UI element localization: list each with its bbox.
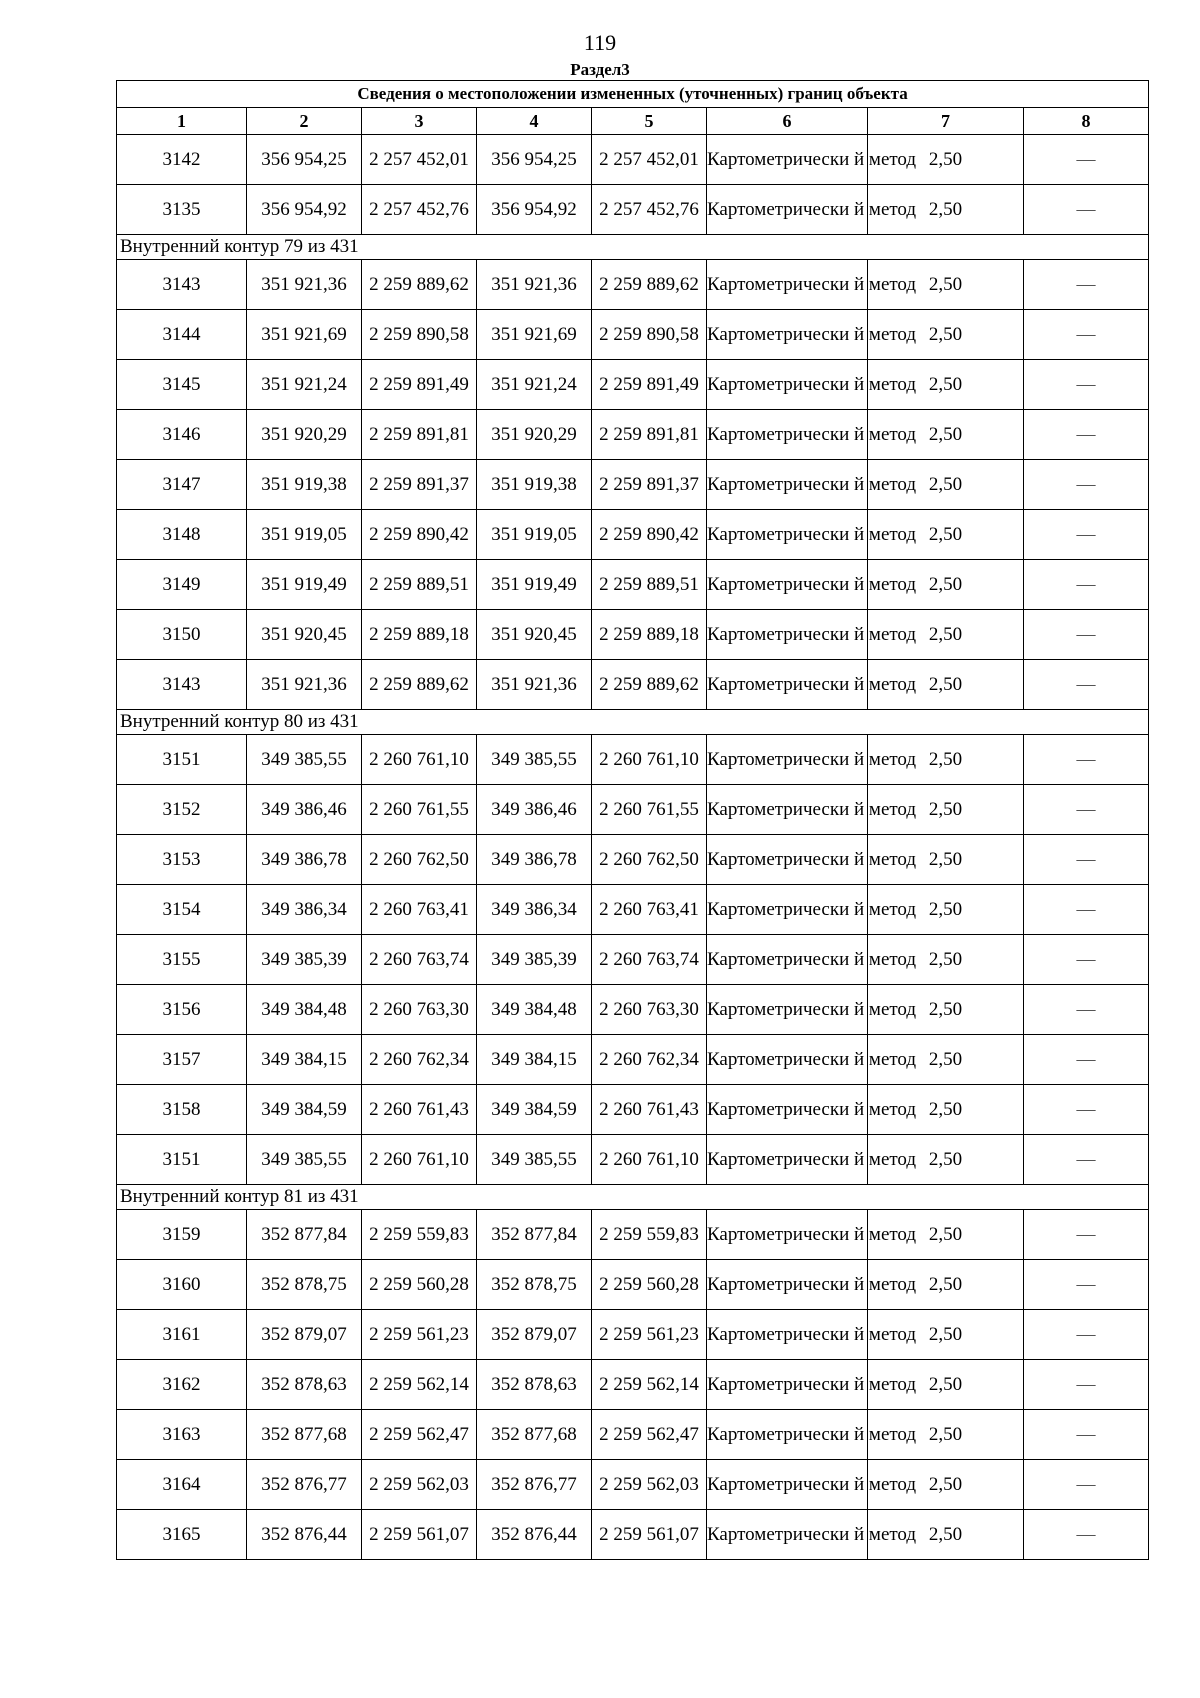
method-cell: Картометрически й метод (707, 1260, 868, 1310)
y-coordinate-cell: 2 260 763,41 (592, 885, 707, 935)
description-cell: — (1024, 1135, 1149, 1185)
description-cell: — (1024, 185, 1149, 235)
table-row (117, 1510, 1149, 1560)
point-number-cell: 3143 (117, 260, 247, 310)
table-row (117, 885, 1149, 935)
table-body (117, 135, 1149, 1560)
x-coordinate-cell: 352 876,77 (247, 1460, 362, 1510)
y-coordinate-cell: 2 260 761,10 (362, 1135, 477, 1185)
y-coordinate-cell: 2 257 452,76 (362, 185, 477, 235)
x-coordinate-cell: 352 878,63 (477, 1360, 592, 1410)
y-coordinate-cell: 2 259 560,28 (592, 1260, 707, 1310)
contour-header-row (117, 710, 1149, 735)
method-cell: Картометрически й метод (707, 935, 868, 985)
table-row (117, 985, 1149, 1035)
method-cell: Картометрически й метод (707, 560, 868, 610)
table-row (117, 1310, 1149, 1360)
y-coordinate-cell: 2 259 889,18 (592, 610, 707, 660)
accuracy-cell: 2,50 (868, 360, 1024, 410)
table-row (117, 610, 1149, 660)
accuracy-cell: 2,50 (868, 260, 1024, 310)
method-cell: Картометрически й метод (707, 835, 868, 885)
column-header: 7 (868, 108, 1024, 135)
description-cell: — (1024, 1360, 1149, 1410)
description-cell: — (1024, 1510, 1149, 1560)
table-row (117, 1135, 1149, 1185)
x-coordinate-cell: 352 879,07 (247, 1310, 362, 1360)
y-coordinate-cell: 2 259 561,23 (592, 1310, 707, 1360)
y-coordinate-cell: 2 257 452,01 (592, 135, 707, 185)
x-coordinate-cell: 349 385,55 (247, 1135, 362, 1185)
x-coordinate-cell: 352 878,75 (247, 1260, 362, 1310)
x-coordinate-cell: 349 385,39 (477, 935, 592, 985)
column-number-row (117, 108, 1149, 135)
y-coordinate-cell: 2 259 889,62 (362, 660, 477, 710)
y-coordinate-cell: 2 259 561,07 (362, 1510, 477, 1560)
description-cell: — (1024, 610, 1149, 660)
accuracy-cell: 2,50 (868, 310, 1024, 360)
y-coordinate-cell: 2 259 559,83 (362, 1210, 477, 1260)
accuracy-cell: 2,50 (868, 885, 1024, 935)
page-number: 119 (583, 30, 617, 55)
y-coordinate-cell: 2 259 562,03 (362, 1460, 477, 1510)
description-cell: — (1024, 885, 1149, 935)
point-number-cell: 3147 (117, 460, 247, 510)
x-coordinate-cell: 349 386,46 (477, 785, 592, 835)
table-row (117, 360, 1149, 410)
column-header: 5 (592, 108, 707, 135)
point-number-cell: 3157 (117, 1035, 247, 1085)
method-cell: Картометрически й метод (707, 1135, 868, 1185)
accuracy-cell: 2,50 (868, 135, 1024, 185)
point-number-cell: 3164 (117, 1460, 247, 1510)
y-coordinate-cell: 2 260 761,55 (362, 785, 477, 835)
description-cell: — (1024, 1260, 1149, 1310)
point-number-cell: 3163 (117, 1410, 247, 1460)
x-coordinate-cell: 351 919,49 (477, 560, 592, 610)
method-cell: Картометрически й метод (707, 1360, 868, 1410)
method-cell: Картометрически й метод (707, 735, 868, 785)
x-coordinate-cell: 351 920,29 (247, 410, 362, 460)
description-cell: — (1024, 1085, 1149, 1135)
column-header: 1 (117, 108, 247, 135)
table-row (117, 310, 1149, 360)
column-header: 8 (1024, 108, 1149, 135)
x-coordinate-cell: 349 384,15 (477, 1035, 592, 1085)
point-number-cell: 3152 (117, 785, 247, 835)
x-coordinate-cell: 349 385,55 (247, 735, 362, 785)
y-coordinate-cell: 2 257 452,01 (362, 135, 477, 185)
x-coordinate-cell: 349 385,55 (477, 735, 592, 785)
description-cell: — (1024, 935, 1149, 985)
y-coordinate-cell: 2 260 762,50 (592, 835, 707, 885)
contour-header-row (117, 1185, 1149, 1210)
y-coordinate-cell: 2 259 562,03 (592, 1460, 707, 1510)
description-cell: — (1024, 735, 1149, 785)
x-coordinate-cell: 349 386,46 (247, 785, 362, 835)
accuracy-cell: 2,50 (868, 985, 1024, 1035)
point-number-cell: 3143 (117, 660, 247, 710)
column-header: 3 (362, 108, 477, 135)
y-coordinate-cell: 2 260 761,43 (362, 1085, 477, 1135)
x-coordinate-cell: 352 877,84 (477, 1210, 592, 1260)
x-coordinate-cell: 351 919,38 (477, 460, 592, 510)
method-cell: Картометрически й метод (707, 360, 868, 410)
y-coordinate-cell: 2 259 889,62 (362, 260, 477, 310)
x-coordinate-cell: 352 876,44 (477, 1510, 592, 1560)
x-coordinate-cell: 351 921,69 (247, 310, 362, 360)
x-coordinate-cell: 351 920,29 (477, 410, 592, 460)
accuracy-cell: 2,50 (868, 1035, 1024, 1085)
y-coordinate-cell: 2 260 763,74 (592, 935, 707, 985)
method-cell: Картометрически й метод (707, 310, 868, 360)
description-cell: — (1024, 835, 1149, 885)
x-coordinate-cell: 351 919,05 (477, 510, 592, 560)
y-coordinate-cell: 2 259 559,83 (592, 1210, 707, 1260)
x-coordinate-cell: 352 879,07 (477, 1310, 592, 1360)
table-row (117, 135, 1149, 185)
y-coordinate-cell: 2 259 562,47 (362, 1410, 477, 1460)
x-coordinate-cell: 349 386,78 (247, 835, 362, 885)
y-coordinate-cell: 2 259 891,49 (362, 360, 477, 410)
contour-label: Внутренний контур 79 из 431 (117, 235, 1149, 260)
point-number-cell: 3161 (117, 1310, 247, 1360)
accuracy-cell: 2,50 (868, 185, 1024, 235)
y-coordinate-cell: 2 259 889,18 (362, 610, 477, 660)
y-coordinate-cell: 2 260 763,30 (362, 985, 477, 1035)
method-cell: Картометрически й метод (707, 185, 868, 235)
column-header: 2 (247, 108, 362, 135)
method-cell: Картометрически й метод (707, 1035, 868, 1085)
y-coordinate-cell: 2 260 761,10 (592, 735, 707, 785)
description-cell: — (1024, 260, 1149, 310)
y-coordinate-cell: 2 259 562,47 (592, 1410, 707, 1460)
point-number-cell: 3160 (117, 1260, 247, 1310)
y-coordinate-cell: 2 259 890,58 (592, 310, 707, 360)
x-coordinate-cell: 349 384,15 (247, 1035, 362, 1085)
point-number-cell: 3162 (117, 1360, 247, 1410)
accuracy-cell: 2,50 (868, 1360, 1024, 1410)
point-number-cell: 3135 (117, 185, 247, 235)
y-coordinate-cell: 2 260 761,43 (592, 1085, 707, 1135)
method-cell: Картометрически й метод (707, 660, 868, 710)
table-row (117, 735, 1149, 785)
description-cell: — (1024, 1410, 1149, 1460)
y-coordinate-cell: 2 259 890,42 (592, 510, 707, 560)
x-coordinate-cell: 351 921,36 (477, 660, 592, 710)
table-row (117, 835, 1149, 885)
point-number-cell: 3145 (117, 360, 247, 410)
description-cell: — (1024, 985, 1149, 1035)
y-coordinate-cell: 2 259 889,51 (592, 560, 707, 610)
x-coordinate-cell: 352 876,44 (247, 1510, 362, 1560)
point-number-cell: 3144 (117, 310, 247, 360)
x-coordinate-cell: 349 385,55 (477, 1135, 592, 1185)
method-cell: Картометрически й метод (707, 1085, 868, 1135)
x-coordinate-cell: 351 919,38 (247, 460, 362, 510)
contour-label: Внутренний контур 81 из 431 (117, 1185, 1149, 1210)
y-coordinate-cell: 2 259 562,14 (592, 1360, 707, 1410)
accuracy-cell: 2,50 (868, 1085, 1024, 1135)
method-cell: Картометрически й метод (707, 1210, 868, 1260)
y-coordinate-cell: 2 260 761,10 (362, 735, 477, 785)
x-coordinate-cell: 351 921,36 (247, 660, 362, 710)
point-number-cell: 3151 (117, 735, 247, 785)
method-cell: Картометрически й метод (707, 135, 868, 185)
x-coordinate-cell: 351 921,36 (247, 260, 362, 310)
y-coordinate-cell: 2 259 890,42 (362, 510, 477, 560)
accuracy-cell: 2,50 (868, 1410, 1024, 1460)
accuracy-cell: 2,50 (868, 735, 1024, 785)
description-cell: — (1024, 1035, 1149, 1085)
x-coordinate-cell: 352 877,68 (247, 1410, 362, 1460)
description-cell: — (1024, 410, 1149, 460)
x-coordinate-cell: 352 877,84 (247, 1210, 362, 1260)
description-cell: — (1024, 310, 1149, 360)
accuracy-cell: 2,50 (868, 1135, 1024, 1185)
method-cell: Картометрически й метод (707, 1460, 868, 1510)
description-cell: — (1024, 560, 1149, 610)
table-row (117, 510, 1149, 560)
y-coordinate-cell: 2 257 452,76 (592, 185, 707, 235)
table-row (117, 560, 1149, 610)
method-cell: Картометрически й метод (707, 985, 868, 1035)
description-cell: — (1024, 360, 1149, 410)
contour-header-row (117, 235, 1149, 260)
point-number-cell: 3153 (117, 835, 247, 885)
x-coordinate-cell: 356 954,25 (247, 135, 362, 185)
x-coordinate-cell: 349 384,59 (477, 1085, 592, 1135)
table-title: Сведения о местоположении измененных (уточненных) границ объекта (117, 81, 1149, 108)
column-header: 4 (477, 108, 592, 135)
table-row (117, 935, 1149, 985)
table-row (117, 1410, 1149, 1460)
point-number-cell: 3156 (117, 985, 247, 1035)
y-coordinate-cell: 2 259 561,23 (362, 1310, 477, 1360)
x-coordinate-cell: 351 921,69 (477, 310, 592, 360)
description-cell: — (1024, 1460, 1149, 1510)
x-coordinate-cell: 356 954,25 (477, 135, 592, 185)
method-cell: Картометрически й метод (707, 785, 868, 835)
accuracy-cell: 2,50 (868, 1460, 1024, 1510)
point-number-cell: 3159 (117, 1210, 247, 1260)
y-coordinate-cell: 2 259 890,58 (362, 310, 477, 360)
accuracy-cell: 2,50 (868, 785, 1024, 835)
section-title: Раздел3 (570, 60, 630, 79)
y-coordinate-cell: 2 260 763,74 (362, 935, 477, 985)
accuracy-cell: 2,50 (868, 460, 1024, 510)
y-coordinate-cell: 2 259 891,37 (592, 460, 707, 510)
accuracy-cell: 2,50 (868, 935, 1024, 985)
accuracy-cell: 2,50 (868, 1260, 1024, 1310)
x-coordinate-cell: 356 954,92 (247, 185, 362, 235)
x-coordinate-cell: 349 384,59 (247, 1085, 362, 1135)
y-coordinate-cell: 2 259 891,37 (362, 460, 477, 510)
method-cell: Картометрически й метод (707, 460, 868, 510)
table-row (117, 1085, 1149, 1135)
y-coordinate-cell: 2 259 889,51 (362, 560, 477, 610)
x-coordinate-cell: 349 384,48 (477, 985, 592, 1035)
point-number-cell: 3155 (117, 935, 247, 985)
point-number-cell: 3142 (117, 135, 247, 185)
point-number-cell: 3146 (117, 410, 247, 460)
y-coordinate-cell: 2 259 891,49 (592, 360, 707, 410)
point-number-cell: 3165 (117, 1510, 247, 1560)
y-coordinate-cell: 2 260 763,41 (362, 885, 477, 935)
x-coordinate-cell: 349 386,34 (247, 885, 362, 935)
x-coordinate-cell: 352 878,75 (477, 1260, 592, 1310)
y-coordinate-cell: 2 259 891,81 (592, 410, 707, 460)
y-coordinate-cell: 2 259 889,62 (592, 660, 707, 710)
x-coordinate-cell: 352 876,77 (477, 1460, 592, 1510)
y-coordinate-cell: 2 260 762,34 (362, 1035, 477, 1085)
description-cell: — (1024, 785, 1149, 835)
description-cell: — (1024, 1310, 1149, 1360)
x-coordinate-cell: 349 386,34 (477, 885, 592, 935)
y-coordinate-cell: 2 260 763,30 (592, 985, 707, 1035)
table-row (117, 410, 1149, 460)
y-coordinate-cell: 2 260 761,55 (592, 785, 707, 835)
table-row (117, 1210, 1149, 1260)
x-coordinate-cell: 351 920,45 (247, 610, 362, 660)
point-number-cell: 3158 (117, 1085, 247, 1135)
x-coordinate-cell: 351 919,05 (247, 510, 362, 560)
x-coordinate-cell: 351 921,36 (477, 260, 592, 310)
x-coordinate-cell: 349 385,39 (247, 935, 362, 985)
accuracy-cell: 2,50 (868, 835, 1024, 885)
contour-label: Внутренний контур 80 из 431 (117, 710, 1149, 735)
x-coordinate-cell: 351 921,24 (477, 360, 592, 410)
y-coordinate-cell: 2 259 891,81 (362, 410, 477, 460)
point-number-cell: 3150 (117, 610, 247, 660)
description-cell: — (1024, 510, 1149, 560)
y-coordinate-cell: 2 259 560,28 (362, 1260, 477, 1310)
accuracy-cell: 2,50 (868, 510, 1024, 560)
x-coordinate-cell: 351 919,49 (247, 560, 362, 610)
accuracy-cell: 2,50 (868, 1510, 1024, 1560)
table-row (117, 660, 1149, 710)
table-row (117, 1035, 1149, 1085)
accuracy-cell: 2,50 (868, 660, 1024, 710)
y-coordinate-cell: 2 259 562,14 (362, 1360, 477, 1410)
accuracy-cell: 2,50 (868, 1310, 1024, 1360)
method-cell: Картометрически й метод (707, 885, 868, 935)
accuracy-cell: 2,50 (868, 560, 1024, 610)
method-cell: Картометрически й метод (707, 1310, 868, 1360)
x-coordinate-cell: 351 921,24 (247, 360, 362, 410)
accuracy-cell: 2,50 (868, 410, 1024, 460)
x-coordinate-cell: 352 878,63 (247, 1360, 362, 1410)
y-coordinate-cell: 2 259 561,07 (592, 1510, 707, 1560)
boundary-coordinates-table (116, 80, 1149, 1560)
description-cell: — (1024, 460, 1149, 510)
accuracy-cell: 2,50 (868, 610, 1024, 660)
x-coordinate-cell: 349 384,48 (247, 985, 362, 1035)
table-row (117, 1360, 1149, 1410)
method-cell: Картометрически й метод (707, 1510, 868, 1560)
method-cell: Картометрически й метод (707, 610, 868, 660)
method-cell: Картометрически й метод (707, 1410, 868, 1460)
point-number-cell: 3154 (117, 885, 247, 935)
y-coordinate-cell: 2 260 762,50 (362, 835, 477, 885)
point-number-cell: 3149 (117, 560, 247, 610)
method-cell: Картометрически й метод (707, 510, 868, 560)
method-cell: Картометрически й метод (707, 260, 868, 310)
x-coordinate-cell: 352 877,68 (477, 1410, 592, 1460)
accuracy-cell: 2,50 (868, 1210, 1024, 1260)
description-cell: — (1024, 1210, 1149, 1260)
y-coordinate-cell: 2 260 761,10 (592, 1135, 707, 1185)
table-row (117, 260, 1149, 310)
x-coordinate-cell: 356 954,92 (477, 185, 592, 235)
table-row (117, 460, 1149, 510)
table-row (117, 185, 1149, 235)
column-header: 6 (707, 108, 868, 135)
table-row (117, 785, 1149, 835)
y-coordinate-cell: 2 260 762,34 (592, 1035, 707, 1085)
method-cell: Картометрически й метод (707, 410, 868, 460)
table-row (117, 1260, 1149, 1310)
x-coordinate-cell: 351 920,45 (477, 610, 592, 660)
description-cell: — (1024, 660, 1149, 710)
point-number-cell: 3148 (117, 510, 247, 560)
point-number-cell: 3151 (117, 1135, 247, 1185)
table-row (117, 1460, 1149, 1510)
y-coordinate-cell: 2 259 889,62 (592, 260, 707, 310)
x-coordinate-cell: 349 386,78 (477, 835, 592, 885)
description-cell: — (1024, 135, 1149, 185)
